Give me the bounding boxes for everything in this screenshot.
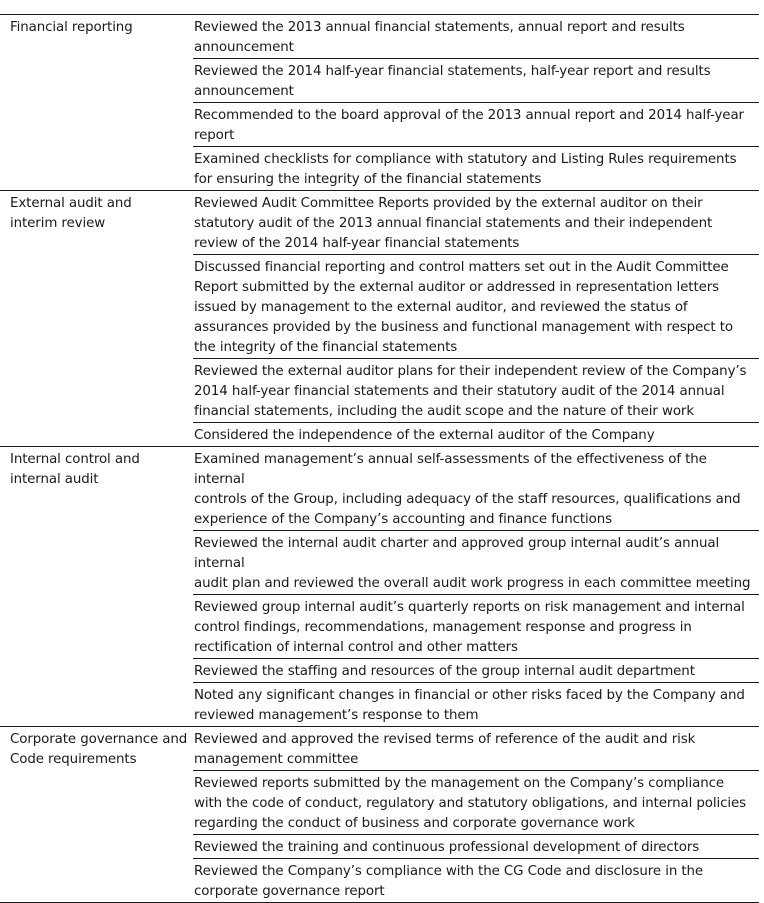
activity-line: announcement [194,84,294,99]
activity-item [193,727,759,771]
activity-line: corporate governance report [194,884,385,899]
activity-line: control findings, recommendations, management response and progress in [194,620,692,635]
table-section [0,727,759,903]
category-line: Corporate governance and [10,732,188,747]
activity-line: Discussed financial reporting and control matters set out in the Audit Committee [194,260,729,275]
activity-line: Examined management’s annual self-assessments of the effectiveness of the internal [194,452,707,487]
activity-item [193,683,759,726]
activity-item [193,359,759,423]
activity-line: regarding the conduct of business and corporate governance work [194,816,635,831]
activity-line: Reviewed reports submitted by the management on the Company’s compliance [194,776,724,791]
activity-item [193,59,759,103]
category-line: interim review [10,216,106,231]
activity-item [193,835,759,859]
activity-item [193,147,759,190]
category-label [0,447,193,726]
activity-line: financial statements, including the audit scope and the nature of their work [194,404,694,419]
activity-line: Examined checklists for compliance with statutory and Listing Rules requirements [194,152,737,167]
activity-item [193,859,759,902]
activity-line: Reviewed the 2014 half-year financial statements, half-year report and results [194,64,711,79]
audit-committee-work-table [0,14,759,903]
activity-list [193,447,759,726]
activity-line: with the code of conduct, regulatory and statutory obligations, and internal policies [194,796,746,811]
category-line: Internal control and [10,452,140,467]
activity-line: experience of the Company’s accounting and finance functions [194,512,612,527]
activity-item [193,423,759,446]
activity-line: management committee [194,752,359,767]
activity-list [193,191,759,446]
activity-line: reviewed management’s response to them [194,708,479,723]
activity-line: Reviewed the Company’s compliance with the CG Code and disclosure in the [194,864,704,879]
activity-line: Recommended to the board approval of the 2013 annual report and 2014 half-year [194,108,744,123]
activity-item [193,15,759,59]
activity-line: Reviewed Audit Committee Reports provided by the external auditor on their [194,196,703,211]
activity-line: Reviewed and approved the revised terms of reference of the audit and risk [194,732,696,747]
category-label [0,15,193,190]
activity-line: audit plan and reviewed the overall audit work progress in each committee meeting [194,576,751,591]
activity-line: statutory audit of the 2013 annual financial statements and their independent [194,216,713,231]
activity-item [193,531,759,595]
activity-line: Reviewed the staffing and resources of the group internal audit department [194,664,695,679]
table-section [0,447,759,727]
activity-item [193,659,759,683]
activity-line: rectification of internal control and other matters [194,640,518,655]
activity-item [193,595,759,659]
activity-list [193,15,759,190]
table-section [0,191,759,447]
activity-line: Noted any significant changes in financial or other risks faced by the Company and [194,688,745,703]
activity-line: Considered the independence of the external auditor of the Company [194,428,655,443]
activity-line: for ensuring the integrity of the financial statements [194,172,542,187]
category-line: External audit and [10,196,132,211]
activity-line: Reviewed the 2013 annual financial statements, annual report and results [194,20,685,35]
activity-item [193,771,759,835]
activity-line: Report submitted by the external auditor or addressed in representation letters [194,280,720,295]
activity-line: controls of the Group, including adequacy of the staff resources, qualifications and [194,492,741,507]
category-label [0,727,193,902]
activity-line: announcement [194,40,294,55]
activity-list [193,727,759,902]
activity-line: assurances provided by the business and functional management with respect to [194,320,733,335]
activity-line: Reviewed group internal audit’s quarterly reports on risk management and internal [194,600,745,615]
activity-line: report [194,128,235,143]
activity-line: Reviewed the training and continuous professional development of directors [194,840,700,855]
activity-line: the integrity of the financial statements [194,340,458,355]
category-line: internal audit [10,472,99,487]
activity-line: 2014 half-year financial statements and their statutory audit of the 2014 annual [194,384,725,399]
activity-line: issued by management to the external auditor, and reviewed the status of [194,300,688,315]
activity-item [193,255,759,359]
table-section [0,15,759,191]
activity-line: Reviewed the external auditor plans for their independent review of the Company’s [194,364,747,379]
category-line: Code requirements [10,752,137,767]
activity-item [193,447,759,531]
activity-item [193,191,759,255]
activity-line: review of the 2014 half-year financial statements [194,236,520,251]
category-line: Financial reporting [10,20,133,35]
activity-item [193,103,759,147]
activity-line: Reviewed the internal audit charter and approved group internal audit’s annual internal [194,536,720,571]
category-label [0,191,193,446]
